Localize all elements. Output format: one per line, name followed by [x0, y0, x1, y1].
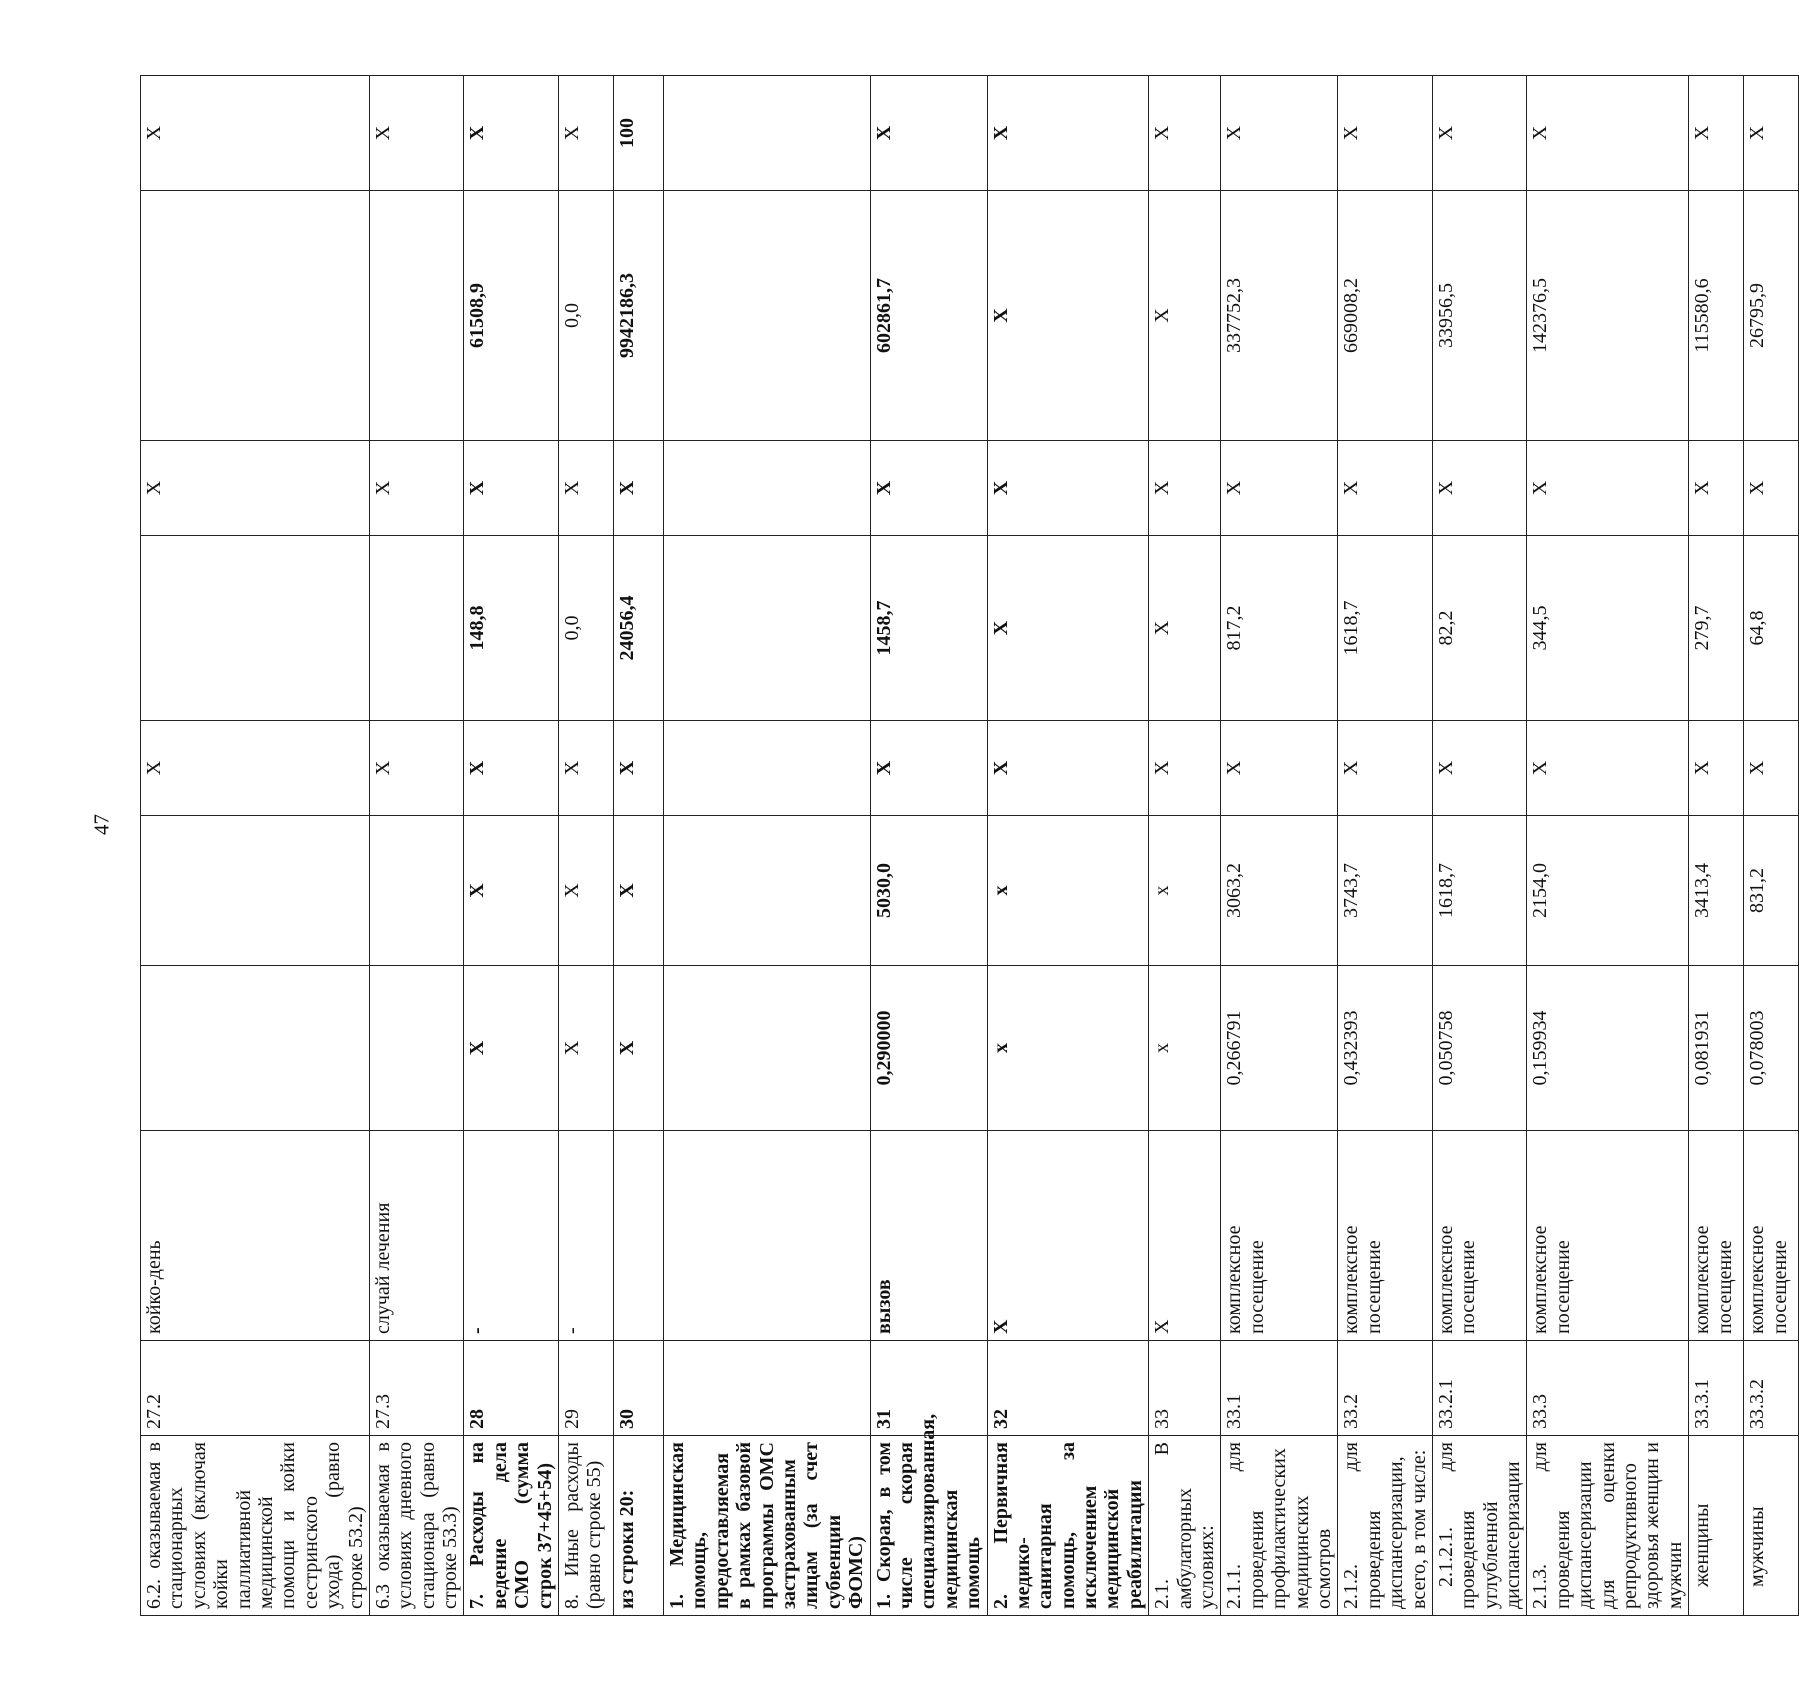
total-budget-cell: Х [464, 441, 559, 536]
total-budget-cell: Х [1527, 441, 1689, 536]
volume-norm-cell [141, 966, 370, 1131]
total-budget-cell: Х [1432, 441, 1527, 536]
unit-cell: комплексное посещение [1338, 1131, 1433, 1341]
total-oms-cell: 9942186,3 [614, 191, 664, 441]
percent-cell: Х [1432, 76, 1527, 191]
row-label-cell: мужчины [1744, 1436, 1799, 1616]
volume-norm-cell: 0,050758 [1432, 966, 1527, 1131]
table-row [141, 76, 370, 1616]
cost-norm-cell: 1618,7 [1432, 816, 1527, 966]
per-capita-budget-cell: Х [1689, 721, 1744, 816]
total-oms-cell [141, 191, 370, 441]
unit-cell [614, 1131, 664, 1341]
row-label-cell: 2.1.3. для проведения диспансеризации для оценки репродуктивного здоровья женщин и мужчин [1527, 1436, 1689, 1616]
unit-cell: вызов [870, 1131, 987, 1341]
volume-norm-cell: 0,266791 [1221, 966, 1338, 1131]
table-row [664, 76, 871, 1616]
cost-norm-cell: 3063,2 [1221, 816, 1338, 966]
percent-cell: Х [1527, 76, 1689, 191]
unit-cell: комплексное посещение [1689, 1131, 1744, 1341]
row-label-cell: 2.1. В амбулаторных условиях: [1149, 1436, 1221, 1616]
row-label-cell: 1. Скорая, в том числе скорая специализированная, медицинская помощь [870, 1436, 987, 1616]
cost-norm-cell: Х [559, 816, 614, 966]
total-oms-cell: 26795,9 [1744, 191, 1799, 441]
cost-norm-cell: 5030,0 [870, 816, 987, 966]
table-row [987, 76, 1149, 1616]
table-row [1744, 76, 1799, 1616]
total-oms-cell: 669008,2 [1338, 191, 1433, 441]
total-oms-cell: Х [987, 191, 1149, 441]
percent-cell [664, 76, 871, 191]
per-capita-budget-cell: Х [1432, 721, 1527, 816]
unit-cell: комплексное посещение [1432, 1131, 1527, 1341]
unit-cell: комплексное посещение [1221, 1131, 1338, 1341]
row-code-cell: 33 [1149, 1341, 1221, 1436]
row-code-cell: 33.2 [1338, 1341, 1433, 1436]
total-oms-cell [369, 191, 464, 441]
percent-cell: Х [1221, 76, 1338, 191]
row-label-cell: 6.3 оказываемая в условиях дневного стационара (равно строке 53.3) [369, 1436, 464, 1616]
row-code-cell: 27.3 [369, 1341, 464, 1436]
volume-norm-cell: 0,432393 [1338, 966, 1433, 1131]
row-code-cell: 27.2 [141, 1341, 370, 1436]
per-capita-oms-cell: 1458,7 [870, 536, 987, 721]
percent-cell: Х [1744, 76, 1799, 191]
volume-norm-cell: 0,078003 [1744, 966, 1799, 1131]
row-label-cell: 7. Расходы на ведение дела СМО (сумма строк 37+45+54) [464, 1436, 559, 1616]
per-capita-budget-cell: Х [614, 721, 664, 816]
table-row [1689, 76, 1744, 1616]
row-code-cell: 29 [559, 1341, 614, 1436]
row-label-cell: 2.1.1. для проведения профилактических медицинских осмотров [1221, 1436, 1338, 1616]
total-oms-cell [664, 191, 871, 441]
total-oms-cell: 337752,3 [1221, 191, 1338, 441]
cost-norm-cell: х [1149, 816, 1221, 966]
per-capita-oms-cell: 1618,7 [1338, 536, 1433, 721]
row-code-cell: 33.3.1 [1689, 1341, 1744, 1436]
total-budget-cell: Х [1149, 441, 1221, 536]
unit-cell: - [464, 1131, 559, 1341]
unit-cell: комплексное посещение [1744, 1131, 1799, 1341]
percent-cell: Х [1689, 76, 1744, 191]
total-oms-cell: 115580,6 [1689, 191, 1744, 441]
table-row [1338, 76, 1433, 1616]
per-capita-oms-cell: 817,2 [1221, 536, 1338, 721]
total-budget-cell: Х [987, 441, 1149, 536]
volume-norm-cell [369, 966, 464, 1131]
table-row [369, 76, 464, 1616]
cost-norm-cell: Х [464, 816, 559, 966]
volume-norm-cell: х [987, 966, 1149, 1131]
per-capita-oms-cell: 279,7 [1689, 536, 1744, 721]
total-oms-cell: 33956,5 [1432, 191, 1527, 441]
per-capita-oms-cell: 344,5 [1527, 536, 1689, 721]
cost-norm-cell: 3743,7 [1338, 816, 1433, 966]
per-capita-budget-cell: Х [1527, 721, 1689, 816]
per-capita-budget-cell: Х [1744, 721, 1799, 816]
volume-norm-cell: 0,290000 [870, 966, 987, 1131]
total-oms-cell: 602861,7 [870, 191, 987, 441]
per-capita-oms-cell: Х [1149, 536, 1221, 721]
table-row [1432, 76, 1527, 1616]
cost-norm-cell [664, 816, 871, 966]
table-row [870, 76, 987, 1616]
volume-norm-cell: Х [464, 966, 559, 1131]
row-label-cell: 8. Иные расходы (равно строке 55) [559, 1436, 614, 1616]
row-code-cell [664, 1341, 871, 1436]
row-code-cell: 30 [614, 1341, 664, 1436]
row-label-cell: из строки 20: [614, 1436, 664, 1616]
row-label-cell: 2.1.2. для проведения диспансеризации, всего, в том числе: [1338, 1436, 1433, 1616]
total-oms-cell: Х [1149, 191, 1221, 441]
percent-cell: Х [141, 76, 370, 191]
row-label-cell: 6.2. оказываемая в стационарных условиях (включая койки паллиативной медицинской помощи и койки сестринского ухода) (равно строке 53.2) [141, 1436, 370, 1616]
cost-norm-cell: х [987, 816, 1149, 966]
total-oms-cell: 0,0 [559, 191, 614, 441]
table-row [1149, 76, 1221, 1616]
row-label-cell: женщины [1689, 1436, 1744, 1616]
table-body [141, 76, 1799, 1616]
per-capita-budget-cell: Х [1338, 721, 1433, 816]
row-code-cell: 33.3.2 [1744, 1341, 1799, 1436]
per-capita-oms-cell [664, 536, 871, 721]
financial-table [140, 75, 1799, 1616]
unit-cell: Х [987, 1131, 1149, 1341]
percent-cell: 100 [614, 76, 664, 191]
per-capita-oms-cell: Х [987, 536, 1149, 721]
table-row [464, 76, 559, 1616]
row-code-cell: 31 [870, 1341, 987, 1436]
total-budget-cell: Х [369, 441, 464, 536]
per-capita-budget-cell [664, 721, 871, 816]
per-capita-oms-cell: 0,0 [559, 536, 614, 721]
total-budget-cell: Х [141, 441, 370, 536]
unit-cell: случай лечения [369, 1131, 464, 1341]
volume-norm-cell: Х [559, 966, 614, 1131]
unit-cell: койко-день [141, 1131, 370, 1341]
total-budget-cell: Х [559, 441, 614, 536]
percent-cell: Х [1338, 76, 1433, 191]
volume-norm-cell: 0,159934 [1527, 966, 1689, 1131]
table-row [1527, 76, 1689, 1616]
table-row [1221, 76, 1338, 1616]
per-capita-budget-cell: Х [369, 721, 464, 816]
volume-norm-cell: х [1149, 966, 1221, 1131]
cost-norm-cell [369, 816, 464, 966]
per-capita-budget-cell: Х [987, 721, 1149, 816]
rotated-table-container [140, 76, 1791, 1616]
per-capita-budget-cell: Х [141, 721, 370, 816]
row-code-cell: 33.1 [1221, 1341, 1338, 1436]
total-budget-cell: Х [1221, 441, 1338, 536]
row-code-cell: 28 [464, 1341, 559, 1436]
cost-norm-cell: 3413,4 [1689, 816, 1744, 966]
volume-norm-cell: Х [614, 966, 664, 1131]
per-capita-oms-cell: 24056,4 [614, 536, 664, 721]
per-capita-budget-cell: Х [464, 721, 559, 816]
volume-norm-cell [664, 966, 871, 1131]
per-capita-budget-cell: Х [1221, 721, 1338, 816]
percent-cell: Х [870, 76, 987, 191]
row-code-cell: 33.3 [1527, 1341, 1689, 1436]
per-capita-oms-cell: 82,2 [1432, 536, 1527, 721]
volume-norm-cell: 0,081931 [1689, 966, 1744, 1131]
unit-cell [664, 1131, 871, 1341]
row-label-cell: 1. Медицинская помощь, предоставляемая в рамках базовой программы ОМС застрахованным лицам (за счет субвенции ФОМС) [664, 1436, 871, 1616]
row-code-cell: 32 [987, 1341, 1149, 1436]
percent-cell: Х [1149, 76, 1221, 191]
total-budget-cell: Х [1744, 441, 1799, 536]
page-number: 47 [89, 814, 114, 835]
unit-cell: комплексное посещение [1527, 1131, 1689, 1341]
total-oms-cell: 142376,5 [1527, 191, 1689, 441]
table-row [559, 76, 614, 1616]
cost-norm-cell: Х [614, 816, 664, 966]
row-label-cell: 2.1.2.1. для проведения углубленной диспансеризации [1432, 1436, 1527, 1616]
row-code-cell: 33.2.1 [1432, 1341, 1527, 1436]
total-budget-cell: Х [1338, 441, 1433, 536]
per-capita-budget-cell: Х [1149, 721, 1221, 816]
per-capita-budget-cell: Х [559, 721, 614, 816]
total-budget-cell: Х [614, 441, 664, 536]
percent-cell: Х [987, 76, 1149, 191]
percent-cell: Х [559, 76, 614, 191]
total-budget-cell: Х [870, 441, 987, 536]
per-capita-oms-cell: 148,8 [464, 536, 559, 721]
unit-cell: - [559, 1131, 614, 1341]
percent-cell: Х [464, 76, 559, 191]
percent-cell: Х [369, 76, 464, 191]
per-capita-oms-cell [369, 536, 464, 721]
total-oms-cell: 61508,9 [464, 191, 559, 441]
per-capita-oms-cell: 64,8 [1744, 536, 1799, 721]
row-label-cell: 2. Первичная медико-санитарная помощь, за исключением медицинской реабилитации [987, 1436, 1149, 1616]
per-capita-oms-cell [141, 536, 370, 721]
cost-norm-cell: 2154,0 [1527, 816, 1689, 966]
per-capita-budget-cell: Х [870, 721, 987, 816]
table-row [614, 76, 664, 1616]
cost-norm-cell: 831,2 [1744, 816, 1799, 966]
total-budget-cell [664, 441, 871, 536]
total-budget-cell: Х [1689, 441, 1744, 536]
cost-norm-cell [141, 816, 370, 966]
unit-cell: Х [1149, 1131, 1221, 1341]
